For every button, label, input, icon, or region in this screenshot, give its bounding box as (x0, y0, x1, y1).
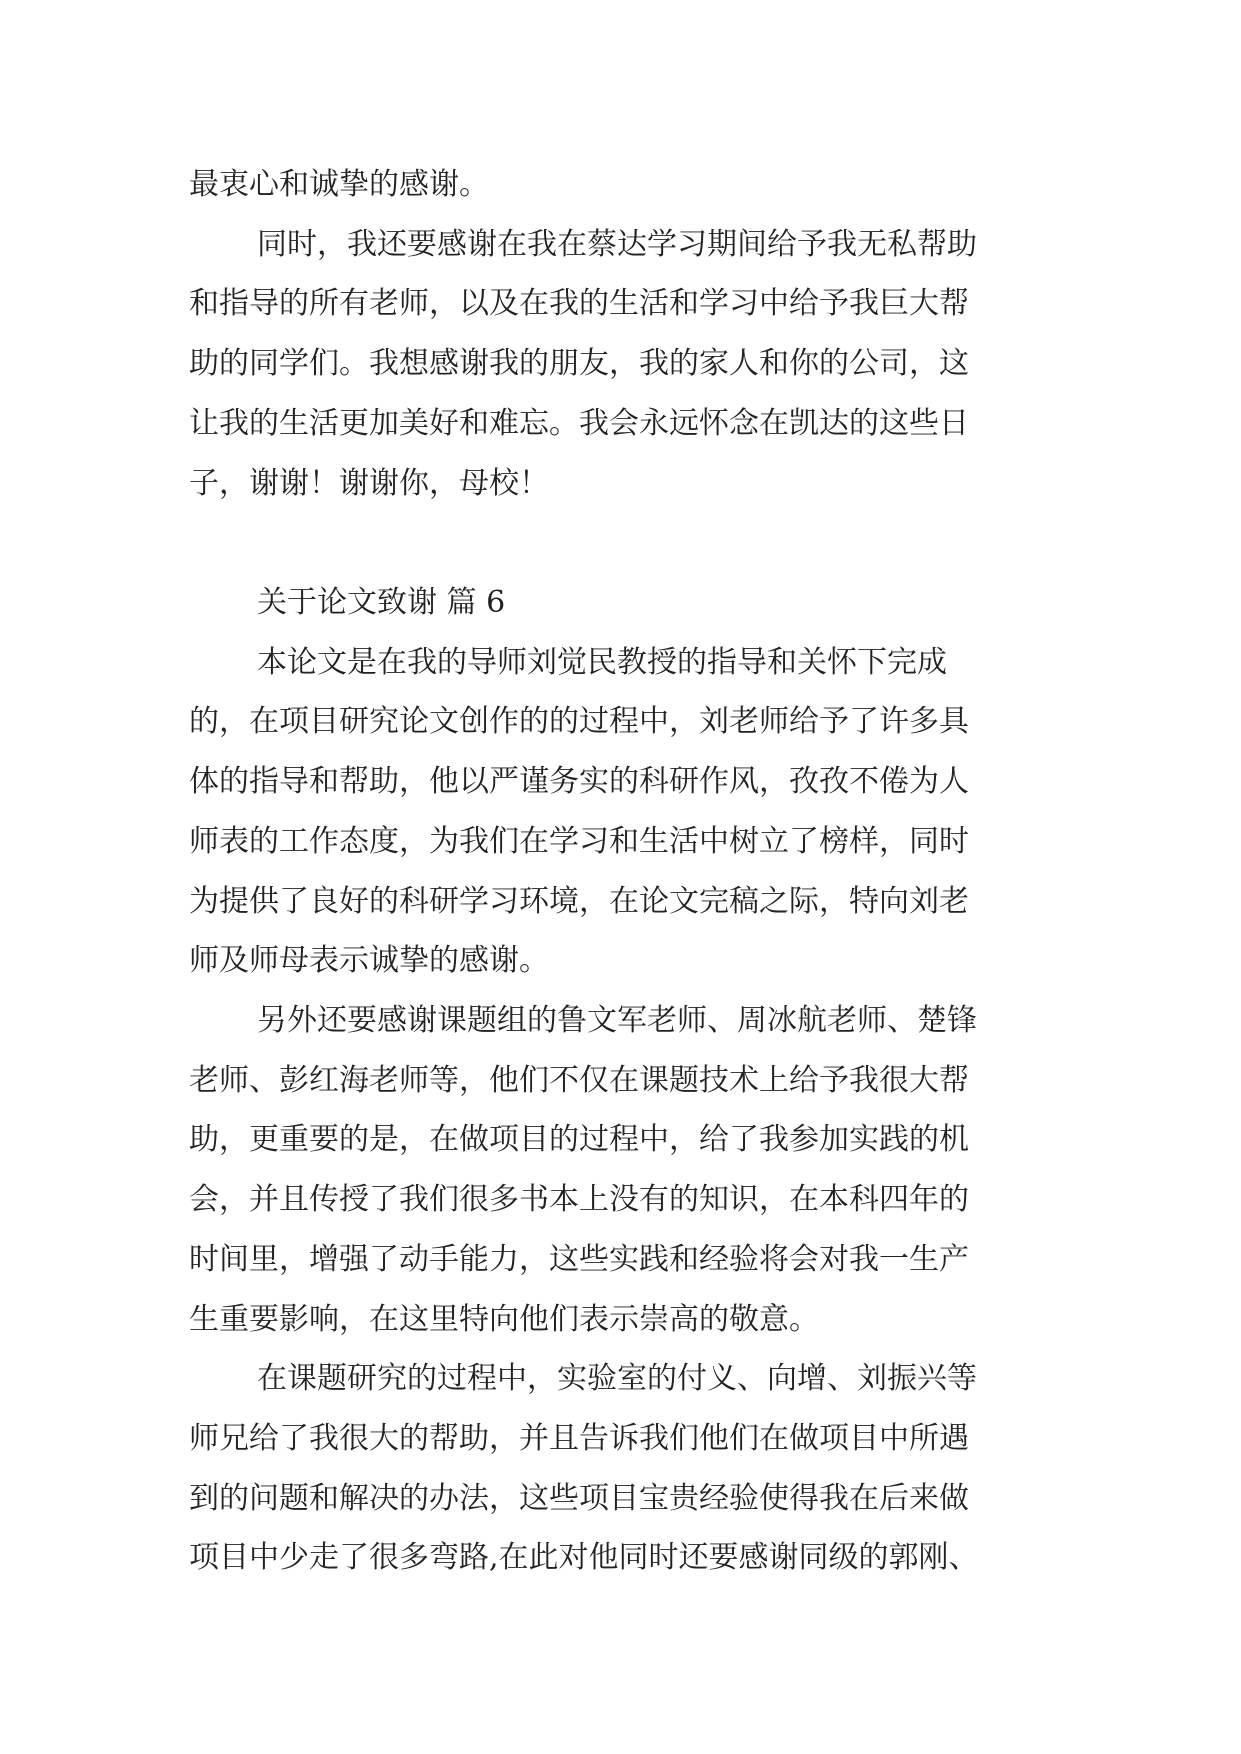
text-line: 师表的工作态度，为我们在学习和生活中树立了榜样，同时 (189, 824, 969, 859)
text-line: 和指导的所有老师，以及在我的生活和学习中给予我巨大帮 (189, 286, 969, 321)
section-heading: 关于论文致谢 篇 6 (257, 585, 506, 620)
text-line: 助的同学们。我想感谢我的朋友，我的家人和你的公司，这 (189, 346, 969, 381)
text-line: 生重要影响，在这里特向他们表示崇高的敬意。 (189, 1302, 819, 1337)
text-line: 体的指导和帮助，他以严谨务实的科研作风，孜孜不倦为人 (189, 764, 969, 799)
text-line: 师兄给了我很大的帮助，并且告诉我们他们在做项目中所遇 (189, 1421, 969, 1456)
text-line: 师及师母表示诚挚的感谢。 (189, 943, 549, 978)
text-line: 让我的生活更加美好和难忘。我会永远怀念在凯达的这些日 (189, 406, 969, 441)
text-line: 为提供了良好的科研学习环境，在论文完稿之际，特向刘老 (189, 884, 969, 919)
text-line: 项目中少走了很多弯路,在此对他同时还要感谢同级的郭刚、 (189, 1540, 979, 1575)
text-line: 最衷心和诚挚的感谢。 (189, 167, 489, 202)
text-line: 时间里，增强了动手能力，这些实践和经验将会对我一生产 (189, 1242, 969, 1277)
text-line: 在课题研究的过程中，实验室的付义、向增、刘振兴等 (257, 1361, 977, 1396)
text-line: 老师、彭红海老师等，他们不仅在课题技术上给予我很大帮 (189, 1063, 969, 1098)
text-line: 本论文是在我的导师刘觉民教授的指导和关怀下完成 (257, 645, 947, 680)
text-line: 子，谢谢！谢谢你，母校！ (189, 466, 549, 501)
text-line: 同时，我还要感谢在我在蔡达学习期间给予我无私帮助 (257, 227, 977, 262)
text-line: 另外还要感谢课题组的鲁文军老师、周冰航老师、楚锋 (257, 1003, 977, 1038)
text-line: 的，在项目研究论文创作的的过程中，刘老师给予了许多具 (189, 704, 969, 739)
text-line: 会，并且传授了我们很多书本上没有的知识，在本科四年的 (189, 1182, 969, 1217)
text-line: 助，更重要的是，在做项目的过程中，给了我参加实践的机 (189, 1122, 969, 1157)
text-line: 到的问题和解决的办法，这些项目宝贵经验使得我在后来做 (189, 1481, 969, 1516)
